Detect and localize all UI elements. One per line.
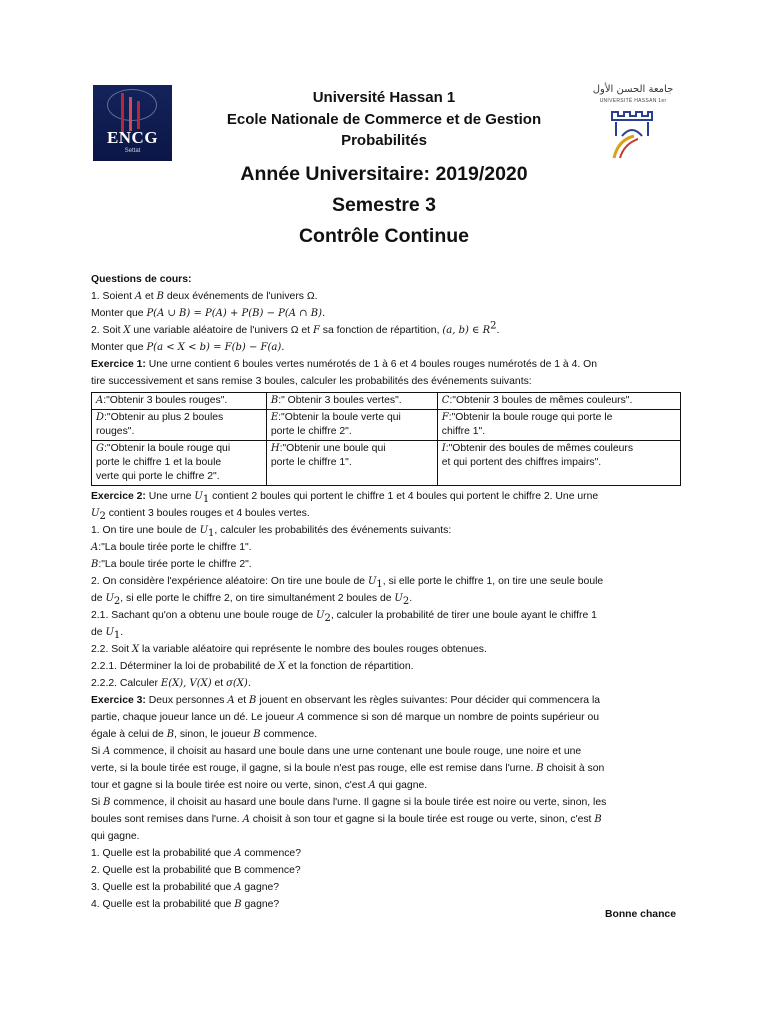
course-question-1-formula: Monter que P(A ∪ B) = P(A) + P(B) − P(A ∩ B). <box>91 308 326 319</box>
closing-remark: Bonne chance <box>604 909 676 920</box>
course-question-2: 2. Soit X une variable aléatoire de l'univers Ω et F sa fonction de répartition, (a, b) ∈ $R^2$. <box>91 320 500 336</box>
exercise-2-q1: 1. On tire une boule de $U_1$, calculer les probabilités des événements suivants: <box>91 525 452 540</box>
logo-arabic-text: جامعة الحسن الأول <box>592 84 674 95</box>
table-cell: C:"Obtenir 3 boules de mêmes couleurs". <box>437 393 680 410</box>
exercise-3-q4: 4. Quelle est la probabilité que B gagne? <box>91 899 280 910</box>
exercise-2-q221: 2.2.1. Déterminer la loi de probabilité de X et la fonction de répartition. <box>91 661 414 672</box>
exercise-3-q3: 3. Quelle est la probabilité que A gagne? <box>91 882 280 893</box>
module-name: Probabilités <box>341 132 427 149</box>
exercise-2-q22: 2.2. Soit X la variable aléatoire qui représente le nombre des boules rouges obtenues. <box>91 644 487 655</box>
exercise-3-line-4: Si A commence, il choisit au hasard une boule dans une urne contenant une boule rouge, une noire et une <box>91 746 582 757</box>
semester: Semestre 3 <box>331 194 437 216</box>
table-row <box>92 393 681 410</box>
course-question-2-formula: Monter que P(a < X < b) = F(b) − F(a). <box>91 342 285 353</box>
exercise-2-q21-line-1: 2.1. Sachant qu'on a obtenu une boule rouge de $U_2$, calculer la probabilité de tirer une boule ayant le chiffre 1 <box>91 610 597 625</box>
table-row <box>92 410 681 441</box>
logo-subtext: Settat <box>124 148 141 154</box>
exam-body <box>91 271 687 913</box>
exercise-3-q1: 1. Quelle est la probabilité que A commence? <box>91 848 301 859</box>
exercise-3-line-6: tour et gagne si la boule tirée est noire ou verte, sinon, c'est A qui gagne. <box>91 780 428 791</box>
exercise-1-line-1: Exercice 1: Une urne contient 6 boules vertes numérotés de 1 à 6 et 4 boules rouges numérotés de 1 à 4. On <box>91 359 598 370</box>
exercise-2-q21-line-2: de $U_1$. <box>91 627 124 642</box>
exercise-2-line-1: Exercice 2: Une urne $U_1$ contient 2 boules qui portent le chiffre 1 et 4 boules qui portent le chiffre 2. Une urne <box>91 491 599 506</box>
table-row <box>92 441 681 486</box>
exercise-2-q2-line-1: 2. On considère l'expérience aléatoire: On tire une boule de $U_1$, si elle porte le chiffre 1, on tire une seule boule <box>91 576 604 591</box>
table-cell: F:"Obtenir la boule rouge qui porte le chiffre 1". <box>437 410 680 441</box>
logo-text: ENCG <box>106 128 159 147</box>
school-name: Ecole Nationale de Commerce et de Gestion <box>226 111 542 128</box>
exercise-2-q2-line-2: de $U_2$, si elle porte le chiffre 2, on tire simultanément 2 boules de $U_2$. <box>91 593 413 608</box>
table-cell: G:"Obtenir la boule rouge qui porte le chiffre 1 et la boule verte qui porte le chiffre 2". <box>92 441 267 486</box>
table-cell: E:"Obtenir la boule verte qui porte le chiffre 2". <box>266 410 437 441</box>
exercise-3-line-9: qui gagne. <box>91 831 140 842</box>
table-cell: H:"Obtenir une boule qui porte le chiffre 1". <box>266 441 437 486</box>
events-table <box>91 392 681 486</box>
exercise-3-q2: 2. Quelle est la probabilité que B commence? <box>91 865 301 876</box>
logo-latin-text: UNIVERSITÉ HASSAN 1er <box>599 98 667 104</box>
table-cell: D:"Obtenir au plus 2 boules rouges". <box>92 410 267 441</box>
exercise-3-line-3: égale à celui de B, sinon, le joueur B commence. <box>91 729 318 740</box>
course-question-1: 1. Soient A et B deux événements de l'univers Ω. <box>91 291 318 302</box>
academic-year: Année Universitaire: 2019/2020 <box>240 163 528 185</box>
exercise-3-line-5: verte, si la boule tirée est rouge, il gagne, si la boule n'est pas rouge, elle est remise dans l'urne. B choisit à son <box>91 763 605 774</box>
exercise-3-line-1: Exercice 3: Deux personnes A et B jouent en observant les règles suivantes: Pour décider qui commencera la <box>91 695 601 706</box>
exercise-2-q222: 2.2.2. Calculer E(X), V(X) et σ(X). <box>91 678 252 689</box>
exercise-3-line-2: partie, chaque joueur lance un dé. Le joueur A commence si son dé marque un nombre de points supérieur ou <box>91 712 600 723</box>
exercise-3-line-8: boules sont remises dans l'urne. A choisit à son tour et gagne si la boule tirée est rouge ou verte, sinon, c'est B <box>91 814 602 825</box>
course-questions-title: Questions de cours: <box>91 274 192 285</box>
exercise-1-line-2: tire successivement et sans remise 3 boules, calculer les probabilités des événements suivants: <box>91 376 532 387</box>
exercise-2-line-2: $U_2$ contient 3 boules rouges et 4 boules vertes. <box>91 508 310 523</box>
table-cell: A:"Obtenir 3 boules rouges". <box>92 393 267 410</box>
university-name: Université Hassan 1 <box>312 89 456 106</box>
table-cell: I:"Obtenir des boules de mêmes couleurs et qui portent des chiffres impairs". <box>437 441 680 486</box>
exam-title: Contrôle Continue <box>298 225 470 247</box>
table-cell: B:" Obtenir 3 boules vertes". <box>266 393 437 410</box>
exercise-3-line-7: Si B commence, il choisit au hasard une boule dans l'urne. Il gagne si la boule tirée est noire ou verte, sinon, les <box>91 797 607 808</box>
exercise-2-event-b: B:"La boule tirée porte le chiffre 2". <box>91 559 252 570</box>
exercise-2-event-a: A:"La boule tirée porte le chiffre 1". <box>91 542 252 553</box>
